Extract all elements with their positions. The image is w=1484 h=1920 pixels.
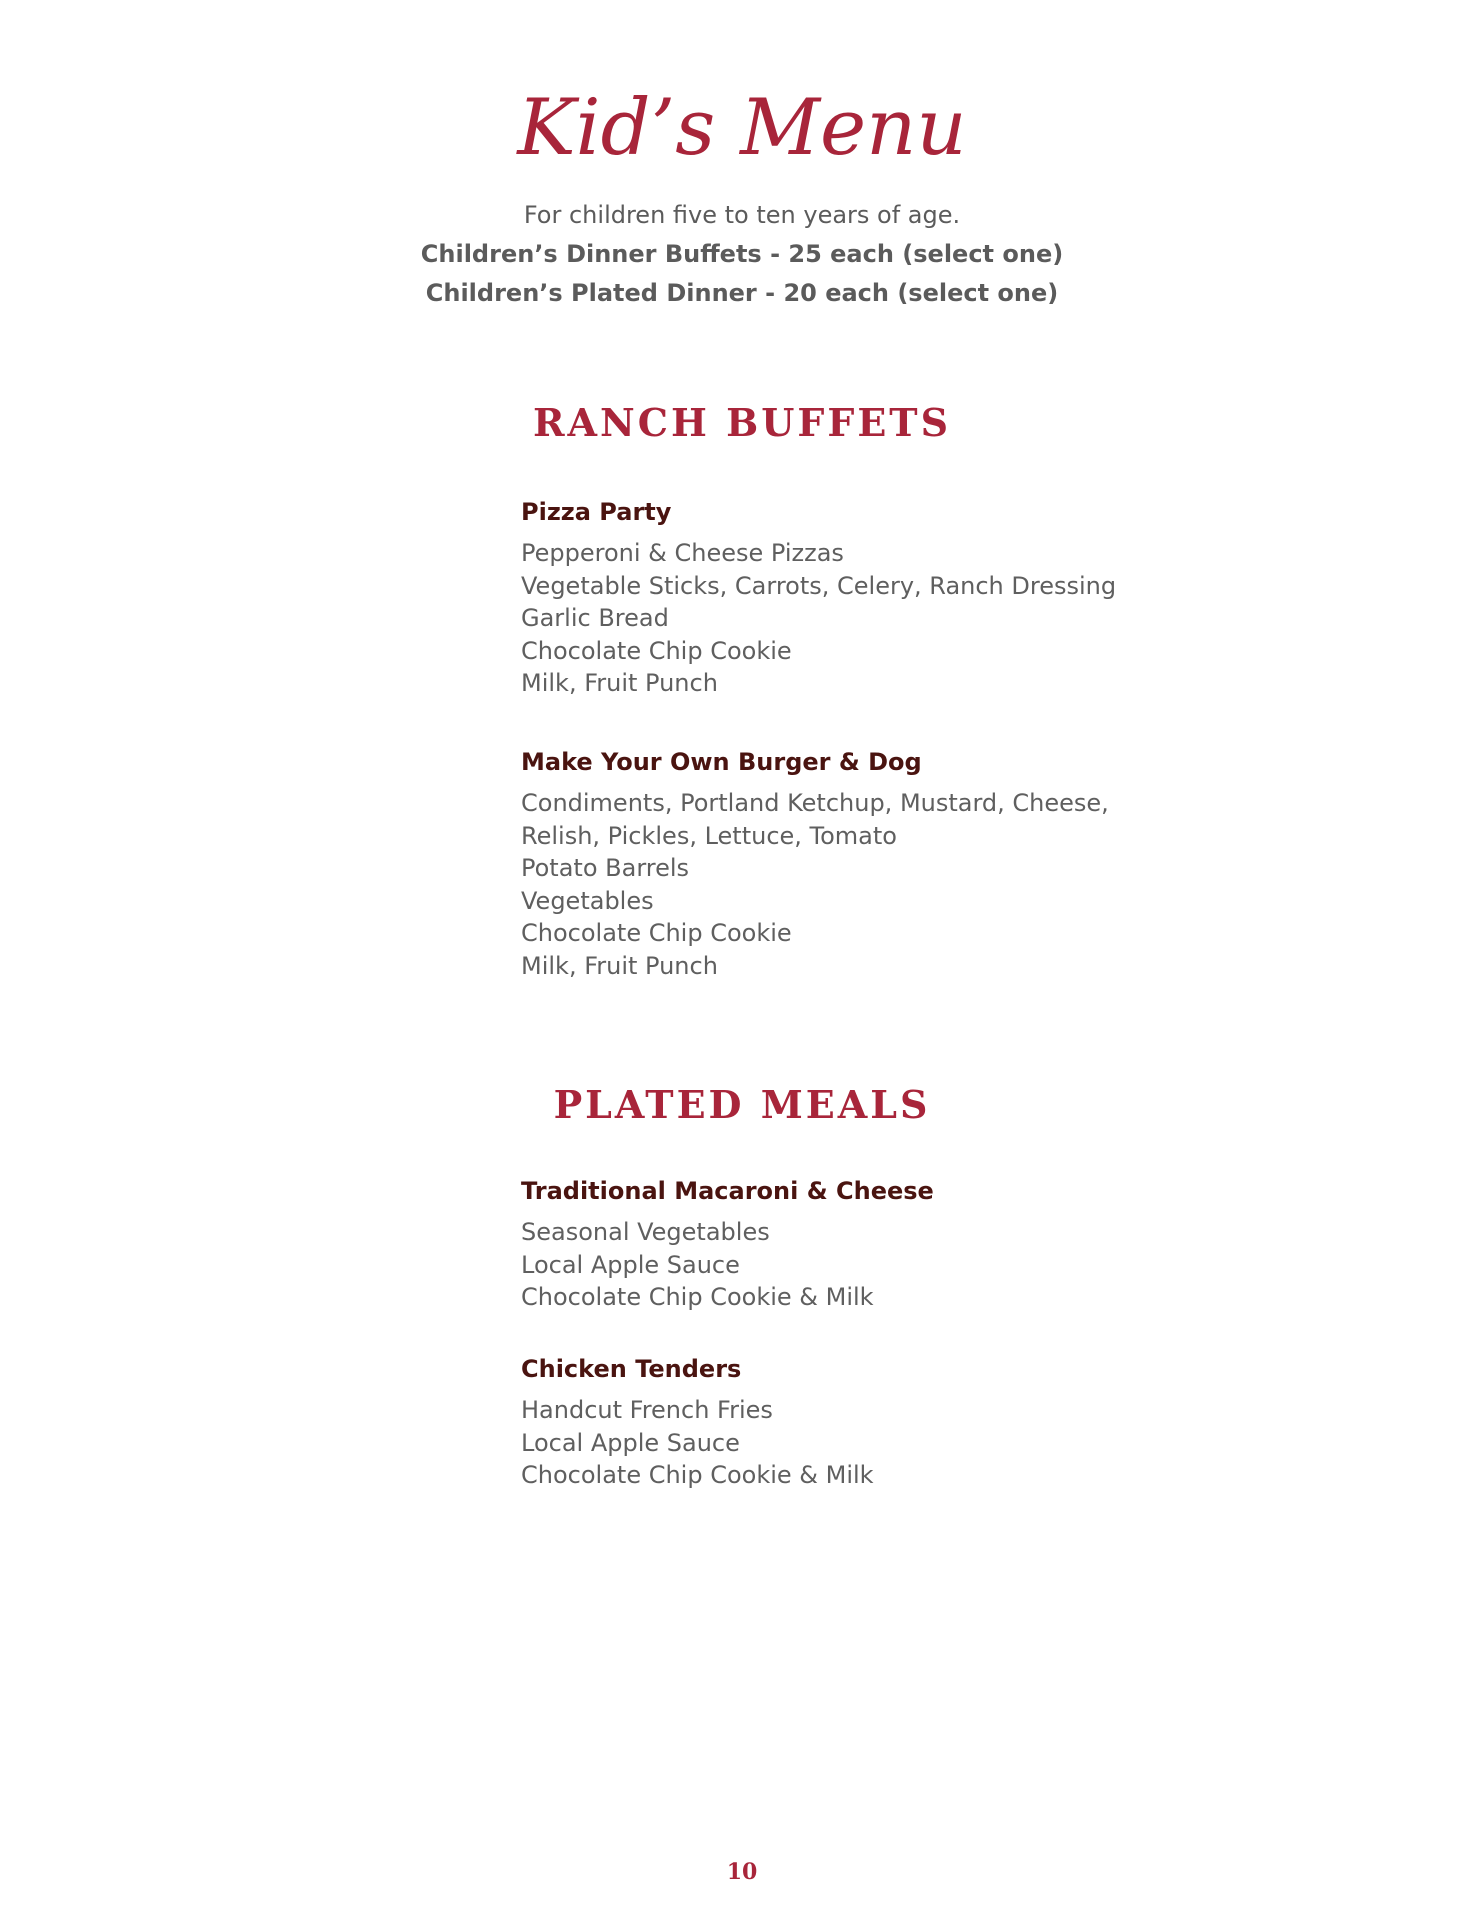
buffet-price-note: Children’s Dinner Buffets - 25 each (select one) [420, 240, 1064, 268]
section-heading-ranch-buffets: RANCH BUFFETS [532, 400, 952, 445]
menu-item-line: Chocolate Chip Cookie [521, 636, 792, 665]
plated-price-note: Children’s Plated Dinner - 20 each (select one) [425, 279, 1059, 307]
page-title: Kid’s Menu [517, 83, 967, 173]
menu-item-chicken-tenders [521, 1354, 1381, 1492]
menu-item-line: Seasonal Vegetables [521, 1218, 770, 1246]
menu-item-burger-and-dog [521, 747, 1381, 983]
menu-item-line: Garlic Bread [521, 604, 669, 633]
menu-item-line: Milk, Fruit Punch [521, 669, 718, 698]
section-heading-plated-meals: PLATED MEALS [553, 1082, 931, 1127]
menu-item-line: Handcut French Fries [521, 1396, 773, 1424]
menu-item-name: Traditional Macaroni & Cheese [521, 1177, 934, 1205]
menu-item-name: Make Your Own Burger & Dog [521, 748, 922, 776]
menu-item-line: Relish, Pickles, Lettuce, Tomato [521, 821, 897, 850]
menu-item-line: Chocolate Chip Cookie & Milk [521, 1283, 874, 1312]
menu-item-line: Pepperoni & Cheese Pizzas [521, 539, 844, 567]
menu-item-line: Milk, Fruit Punch [521, 951, 718, 980]
menu-item-line: Vegetables [521, 886, 654, 915]
menu-item-line: Condiments, Portland Ketchup, Mustard, Cheese, [521, 789, 1109, 817]
menu-item-name: Chicken Tenders [521, 1355, 742, 1383]
menu-item-line: Vegetable Sticks, Carrots, Celery, Ranch Dressing [521, 571, 1117, 600]
page-number: 10 [726, 1859, 758, 1885]
menu-item-line: Local Apple Sauce [521, 1250, 740, 1279]
menu-item-line: Chocolate Chip Cookie & Milk [521, 1461, 874, 1490]
menu-item-line: Potato Barrels [521, 854, 690, 883]
menu-item-pizza-party [521, 497, 1381, 700]
menu-item-name: Pizza Party [521, 498, 672, 526]
menu-item-macaroni-and-cheese [521, 1176, 1381, 1314]
menu-item-line: Chocolate Chip Cookie [521, 919, 792, 948]
menu-item-line: Local Apple Sauce [521, 1428, 740, 1457]
age-note: For children five to ten years of age. [523, 201, 961, 229]
